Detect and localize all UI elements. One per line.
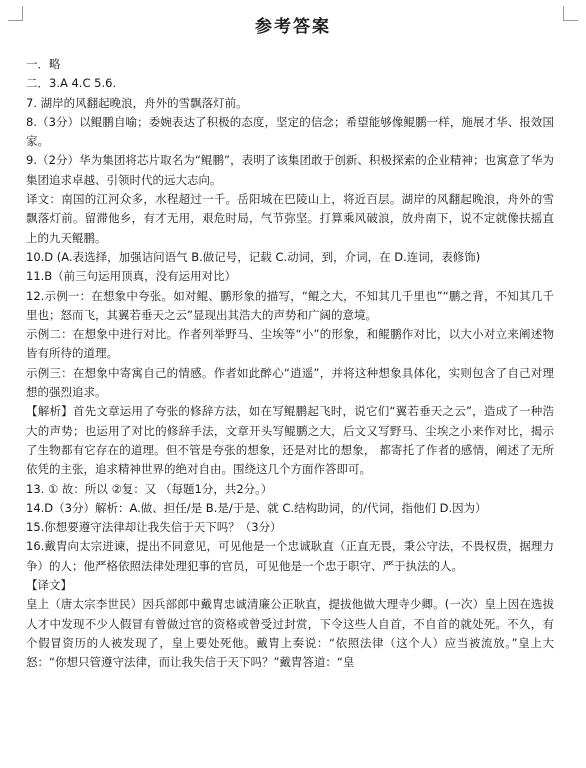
answer-line: 8.（3分）以鲲鹏自喻；委婉表达了积极的态度，坚定的信念；希望能够像鲲鹏一样，施展才华、报效国家。 — [26, 114, 554, 149]
answer-line: 16.戴胄向太宗进谏，提出不同意见，可见他是一个忠诚耿直（正直无畏，秉公守法，不畏权贵，据理力争）的人；他严格依照法律处理犯事的官员，可见他是一个忠于职守、严于执法的人。 — [26, 539, 554, 573]
answer-content — [26, 55, 554, 673]
answer-line: 13. ① 故：所以 ②复：又 （每题1分，共2分。） — [26, 481, 273, 496]
translation-paragraph: 皇上（唐太宗李世民）因兵部郎中戴胄忠诚清廉公正耿直，提拔他做大理寺少卿。(一次）皇上因在选拔人才中发现不少人假冒有曾做过官的资格或曾受过封赏，下令这些人自首，不自首的就处死。不久，有个假冒资历的人被发现了，皇上要处死他。戴胄上奏说：“依照法律（这个人）应当被流放。”皇上大怒：“你想只管遵守法律，而让我失信于天下吗？”戴胄答道：“皇 — [26, 597, 554, 670]
answer-line: 示例二：在想象中进行对比。作者列举野马、尘埃等“小”的形象，和鲲鹏作对比，以大小对立来阐述物皆有所待的道理。 — [26, 327, 554, 361]
analysis-paragraph: 【解析】首先文章运用了夸张的修辞方法，如在写鲲鹏起飞时，说它们“翼若垂天之云”，造成了一种浩大的声势；也运用了对比的修辞手法，文章开头写鲲鹏之大，后文又写野马、尘埃之小来作对比，揭示了生物都有它存在的道理。但不管是夸张的想象，还是对比的想象， 都寄托了作者的感情，阐述了无所依凭的主张，追求精神世界的绝对自由。围绕这几个方面作答即可。 — [26, 404, 554, 477]
answer-line: 二．3.A 4.C 5.6. — [26, 76, 117, 91]
answer-line: 11.B（前三句运用顶真，没有运用对比） — [26, 269, 237, 284]
translation-paragraph: 译文：南国的江河众多，水程超过一千。岳阳城在巴陵山上，将近百层。湖岸的风翻起晚浪，舟外的雪飘落灯前。留滞他乡，有才无用，艰危时局，气节弥坚。打算乘风破浪，放舟南下，说不定就像扶摇直上的九天鲲鹏。 — [26, 192, 554, 245]
answer-line: 12.示例一：在想象中夸张。如对鲲、鹏形象的描写，“鲲之大，不知其几千里也”“鹏之背，不知其几千里也；怒而飞，其翼若垂天之云”显现出其浩大的声势和广阔的意境。 — [26, 288, 554, 322]
section-heading: 【译文】 — [26, 578, 72, 593]
answer-line: 10.D (A.表选择，加强诘问语气 B.做记号，记载 C.动词，到，介词，在 D.连词，表修饰) — [26, 249, 481, 264]
answer-line: 14.D（3分）解析：A.做、担任/是 B.是/于是、就 C.结构助词，的/代词，指他们 D.因为） — [26, 500, 487, 515]
answer-line: 一．略 — [26, 57, 61, 71]
answer-line: 7. 湖岸的风翻起晚浪，舟外的雪飘落灯前。 — [26, 95, 248, 110]
answer-line: 9.（2分）华为集团将芯片取名为“鲲鹏”，表明了该集团敢于创新、积极探索的企业精神；也寓意了华为集团追求卓越、引领时代的远大志向。 — [26, 153, 554, 187]
answer-line: 示例三：在想象中寄寓自己的情感。作者如此醉心“逍遥”，并将这种想象具体化，实则包含了自己对理想的强烈追求。 — [26, 365, 554, 400]
answer-line: 15.你想要遵守法律却让我失信于天下吗？（3分） — [26, 520, 282, 535]
page-title: 参考答案 — [255, 17, 331, 37]
